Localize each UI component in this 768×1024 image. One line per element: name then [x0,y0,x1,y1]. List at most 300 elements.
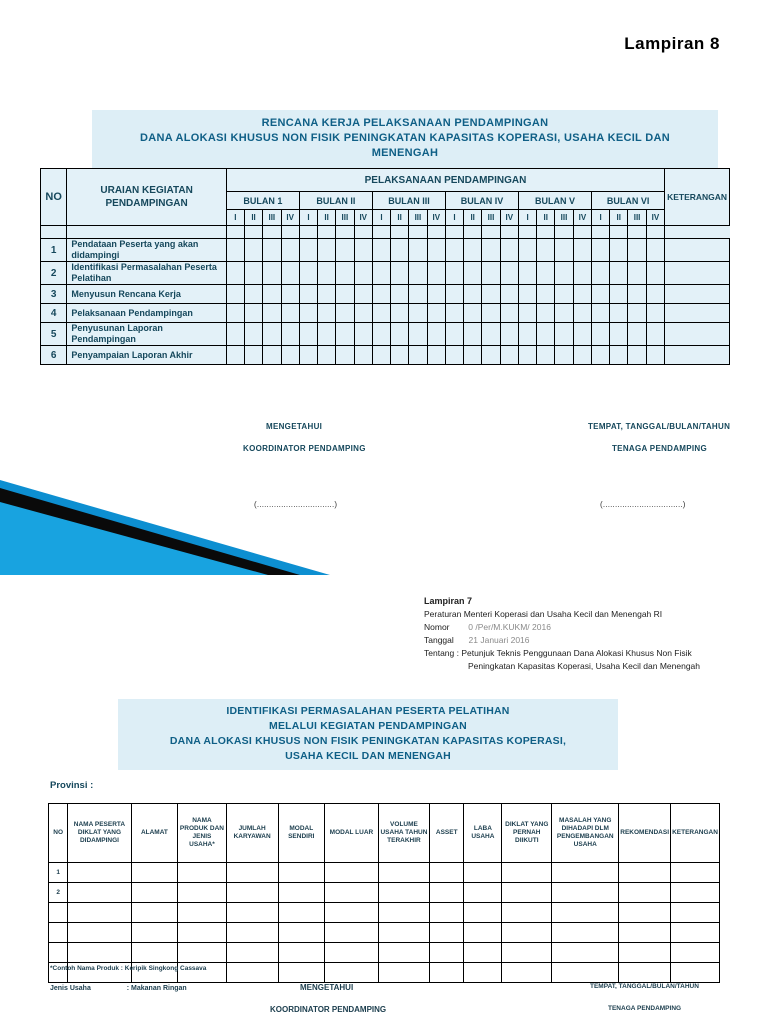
data-cell[interactable] [378,923,429,943]
slide2-title-line-3: DANA ALOKASI KHUSUS NON FISIK PENINGKATAN KAPASITAS KOPERASI, [169,735,567,747]
data-cell[interactable] [131,943,178,963]
grid-cell[interactable] [555,262,573,285]
data-cell[interactable] [378,863,429,883]
grid-cell[interactable] [573,304,591,323]
table-row [49,883,720,903]
row-no [49,903,68,923]
data-cell[interactable] [619,943,671,963]
data-cell[interactable] [464,943,502,963]
data-cell[interactable] [226,923,278,943]
grid-cell[interactable] [354,323,372,346]
grid-cell[interactable] [244,304,262,323]
week-cell: I [299,210,317,226]
grid-cell[interactable] [464,285,482,304]
grid-cell[interactable] [336,304,354,323]
data-cell[interactable] [178,883,226,903]
grid-cell[interactable] [573,346,591,365]
data-cell[interactable] [552,863,619,883]
grid-cell[interactable] [391,285,409,304]
grid-cell[interactable] [592,346,610,365]
data-cell[interactable] [552,943,619,963]
data-cell[interactable] [68,863,131,883]
grid-cell[interactable] [409,285,427,304]
grid-cell[interactable] [537,304,555,323]
grid-cell[interactable] [317,239,335,262]
data-cell[interactable] [68,883,131,903]
grid-cell[interactable] [354,285,372,304]
grid-cell[interactable] [226,285,244,304]
slide1-title-box [92,110,718,168]
month-5: BULAN V [519,192,592,210]
week-cell: II [610,210,628,226]
data-cell[interactable] [325,863,379,883]
data-cell[interactable] [619,903,671,923]
data-cell[interactable] [378,903,429,923]
data-cell[interactable] [378,883,429,903]
slide2-title-box [118,699,618,770]
row-label: Identifikasi Permasalahan Peserta Pelatihan [67,262,226,285]
data-cell[interactable] [178,903,226,923]
grid-cell[interactable] [500,346,518,365]
data-cell[interactable] [671,903,720,923]
grid-cell[interactable] [628,323,646,346]
data-cell[interactable] [68,903,131,923]
grid-cell[interactable] [573,239,591,262]
grid-cell[interactable] [299,262,317,285]
grid-cell[interactable] [482,346,500,365]
grid-cell[interactable] [610,323,628,346]
data-cell[interactable] [464,963,502,983]
week-cell: IV [500,210,518,226]
grid-cell[interactable] [244,285,262,304]
grid-cell[interactable] [500,323,518,346]
grid-cell[interactable] [646,323,664,346]
data-cell[interactable] [68,943,131,963]
grid-cell[interactable] [537,285,555,304]
grid-cell[interactable] [354,346,372,365]
week-cell: IV [646,210,664,226]
grid-cell[interactable] [555,239,573,262]
data-cell[interactable] [502,923,552,943]
grid-cell[interactable] [299,285,317,304]
data-cell[interactable] [226,903,278,923]
grid-cell[interactable] [372,304,390,323]
table-header-row-1 [41,169,730,192]
data-cell[interactable] [278,923,324,943]
data-cell[interactable] [178,943,226,963]
grid-cell[interactable] [628,239,646,262]
grid-cell[interactable] [226,262,244,285]
header-keterangan: KETERANGAN [665,169,730,226]
grid-cell[interactable] [427,239,445,262]
identifikasi-table [48,803,720,983]
grid-cell[interactable] [445,346,463,365]
grid-cell[interactable] [427,346,445,365]
grid-cell[interactable] [263,262,281,285]
week-cell: II [537,210,555,226]
keterangan-cell[interactable] [665,304,730,323]
grid-cell[interactable] [372,239,390,262]
week-cell: IV [354,210,372,226]
slide1-title-line-3: MENENGAH [371,147,439,159]
data-cell[interactable] [68,923,131,943]
data-cell[interactable] [430,963,464,983]
grid-cell[interactable] [281,239,299,262]
table-row [41,262,730,285]
grid-cell[interactable] [244,323,262,346]
grid-cell[interactable] [336,239,354,262]
data-cell[interactable] [226,963,278,983]
slide2-title-line-2: MELALUI KEGIATAN PENDAMPINGAN [269,720,467,732]
week-cell: I [226,210,244,226]
grid-cell[interactable] [226,323,244,346]
grid-cell[interactable] [336,262,354,285]
grid-cell[interactable] [628,346,646,365]
data-cell[interactable] [671,923,720,943]
week-cell: IV [573,210,591,226]
row-label: Penyampaian Laporan Akhir [67,346,226,365]
grid-cell[interactable] [555,323,573,346]
data-cell[interactable] [464,903,502,923]
week-cell: I [445,210,463,226]
grid-cell[interactable] [519,346,537,365]
grid-cell[interactable] [226,239,244,262]
data-cell[interactable] [430,943,464,963]
data-cell[interactable] [671,943,720,963]
data-cell[interactable] [502,903,552,923]
grid-cell[interactable] [628,285,646,304]
grid-cell[interactable] [317,285,335,304]
grid-cell[interactable] [263,239,281,262]
data-cell[interactable] [552,883,619,903]
grid-cell[interactable] [299,346,317,365]
data-cell[interactable] [430,863,464,883]
data-cell[interactable] [502,883,552,903]
data-cell[interactable] [502,963,552,983]
meta-nomor-value: 0 /Per/M.KUKM/ 2016 [468,622,551,632]
grid-cell[interactable] [299,239,317,262]
data-cell[interactable] [178,923,226,943]
data-cell[interactable] [226,883,278,903]
slide-identifikasi-permasalahan [0,575,768,1024]
grid-cell[interactable] [445,304,463,323]
week-cell: III [263,210,281,226]
tenaga-pendamping-label: TENAGA PENDAMPING [608,1005,682,1012]
data-cell[interactable] [552,923,619,943]
grid-cell[interactable] [592,239,610,262]
week-cell: III [482,210,500,226]
week-cell: I [519,210,537,226]
meta-tanggal-value: 21 Januari 2016 [468,635,530,645]
data-cell[interactable] [430,903,464,923]
data-cell[interactable] [671,963,720,983]
data-cell[interactable] [671,863,720,883]
grid-cell[interactable] [409,304,427,323]
row-no: 1 [49,863,68,883]
data-cell[interactable] [619,883,671,903]
data-cell[interactable] [378,963,429,983]
data-cell[interactable] [131,863,178,883]
data-cell[interactable] [619,923,671,943]
grid-cell[interactable] [464,323,482,346]
grid-cell[interactable] [299,323,317,346]
data-cell[interactable] [325,963,379,983]
grid-cell[interactable] [317,304,335,323]
grid-cell[interactable] [244,239,262,262]
grid-cell[interactable] [482,239,500,262]
koordinator-pendamping-label: KOORDINATOR PENDAMPING [243,444,366,453]
header-modal-luar: MODAL LUAR [325,804,379,863]
grid-cell[interactable] [646,262,664,285]
grid-cell[interactable] [464,346,482,365]
row-no: 4 [41,304,67,323]
grid-cell[interactable] [646,285,664,304]
month-2: BULAN II [299,192,372,210]
meta-tentang-line-1: Tentang : Petunjuk Teknis Penggunaan Dana Alokasi Khusus Non Fisik [424,648,692,658]
meta-tentang-line-2: Peningkatan Kapasitas Koperasi, Usaha Kecil dan Menengah [468,661,701,671]
week-cell: III [628,210,646,226]
month-1: BULAN 1 [226,192,299,210]
meta-nomor-row [424,621,700,634]
grid-cell[interactable] [336,323,354,346]
grid-cell[interactable] [409,239,427,262]
data-cell[interactable] [178,863,226,883]
lampiran-8-label: Lampiran 8 [624,34,720,53]
table-row [49,923,720,943]
grid-cell[interactable] [537,323,555,346]
grid-cell[interactable] [519,285,537,304]
grid-cell[interactable] [226,304,244,323]
grid-cell[interactable] [391,239,409,262]
grid-cell[interactable] [445,323,463,346]
grid-cell[interactable] [445,285,463,304]
row-no: 1 [41,239,67,262]
grid-cell[interactable] [500,262,518,285]
header-uraian: URAIAN KEGIATAN PENDAMPINGAN [67,169,226,226]
grid-cell[interactable] [281,304,299,323]
data-cell[interactable] [502,943,552,963]
week-cell: II [464,210,482,226]
grid-cell[interactable] [573,262,591,285]
data-cell[interactable] [325,943,379,963]
data-cell[interactable] [278,883,324,903]
grid-cell[interactable] [336,346,354,365]
document-meta-block [424,595,700,673]
slide1-title-line-1: RENCANA KERJA PELAKSANAAN PENDAMPINGAN [261,117,549,129]
grid-cell[interactable] [336,285,354,304]
rencana-kerja-table [40,168,730,365]
grid-cell[interactable] [500,304,518,323]
data-cell[interactable] [278,943,324,963]
grid-cell[interactable] [445,239,463,262]
grid-cell[interactable] [628,304,646,323]
grid-cell[interactable] [354,239,372,262]
data-cell[interactable] [131,883,178,903]
keterangan-cell[interactable] [665,346,730,365]
grid-cell[interactable] [427,304,445,323]
grid-cell[interactable] [445,262,463,285]
data-cell[interactable] [552,963,619,983]
grid-cell[interactable] [610,346,628,365]
contoh-produk-note: *Contoh Nama Produk : Keripik Singkong Cassava [50,965,207,972]
grid-cell[interactable] [555,285,573,304]
grid-cell[interactable] [299,304,317,323]
grid-cell[interactable] [226,346,244,365]
grid-cell[interactable] [427,323,445,346]
grid-cell[interactable] [646,346,664,365]
slide2-title-line-4: USAHA KECIL DAN MENENGAH [285,750,451,762]
data-cell[interactable] [325,903,379,923]
grid-cell[interactable] [592,285,610,304]
data-cell[interactable] [464,863,502,883]
grid-cell[interactable] [555,304,573,323]
grid-cell[interactable] [592,304,610,323]
provinsi-label: Provinsi : [50,780,94,791]
grid-cell[interactable] [391,304,409,323]
grid-cell[interactable] [354,262,372,285]
grid-cell[interactable] [500,285,518,304]
grid-cell[interactable] [537,262,555,285]
meta-nomor-label: Nomor [424,622,450,632]
row-no: 2 [41,262,67,285]
data-cell[interactable] [226,863,278,883]
grid-cell[interactable] [409,323,427,346]
grid-cell[interactable] [519,323,537,346]
data-cell[interactable] [325,883,379,903]
grid-cell[interactable] [244,346,262,365]
grid-cell[interactable] [464,262,482,285]
grid-cell[interactable] [409,262,427,285]
grid-cell[interactable] [281,285,299,304]
row-label: Pendataan Peserta yang akan didampingi [67,239,226,262]
grid-cell[interactable] [610,304,628,323]
row-no: 6 [41,346,67,365]
data-cell[interactable] [619,963,671,983]
header-masalah-usaha: MASALAH YANG DIHADAPI DLM PENGEMBANGAN USAHA [552,804,619,863]
data-cell[interactable] [502,863,552,883]
keterangan-cell[interactable] [665,323,730,346]
grid-cell[interactable] [573,285,591,304]
grid-cell[interactable] [482,323,500,346]
row-no: 5 [41,323,67,346]
row-label: Penyusunan Laporan Pendampingan [67,323,226,346]
grid-cell[interactable] [281,323,299,346]
header-jumlah-karyawan: JUMLAH KARYAWAN [226,804,278,863]
data-cell[interactable] [278,963,324,983]
grid-cell[interactable] [573,323,591,346]
month-6: BULAN VI [592,192,665,210]
grid-cell[interactable] [263,285,281,304]
data-cell[interactable] [131,923,178,943]
grid-cell[interactable] [317,262,335,285]
header-nama-peserta: NAMA PESERTA DIKLAT YANG DIDAMPINGI [68,804,131,863]
data-cell[interactable] [430,883,464,903]
grid-cell[interactable] [519,239,537,262]
meta-tanggal-row [424,634,700,647]
grid-cell[interactable] [482,285,500,304]
grid-cell[interactable] [464,239,482,262]
week-cell: I [592,210,610,226]
grid-cell[interactable] [244,262,262,285]
tempat-tanggal-label: TEMPAT, TANGGAL/BULAN/TAHUN [588,422,731,431]
keterangan-cell[interactable] [665,285,730,304]
koordinator-pendamping-label: KOORDINATOR PENDAMPING [270,1005,387,1014]
row-label: Pelaksanaan Pendampingan [67,304,226,323]
data-cell[interactable] [464,883,502,903]
grid-cell[interactable] [354,304,372,323]
grid-cell[interactable] [372,323,390,346]
grid-cell[interactable] [464,304,482,323]
grid-cell[interactable] [391,262,409,285]
grid-cell[interactable] [281,346,299,365]
grid-cell[interactable] [610,285,628,304]
grid-cell[interactable] [610,239,628,262]
data-cell[interactable] [278,863,324,883]
grid-cell[interactable] [263,304,281,323]
jenis-usaha-row [50,985,187,992]
grid-cell[interactable] [519,304,537,323]
keterangan-cell[interactable] [665,239,730,262]
data-cell[interactable] [226,943,278,963]
grid-cell[interactable] [537,239,555,262]
grid-cell[interactable] [592,262,610,285]
grid-cell[interactable] [281,262,299,285]
data-cell[interactable] [325,923,379,943]
grid-cell[interactable] [391,346,409,365]
grid-cell[interactable] [391,323,409,346]
grid-cell[interactable] [427,262,445,285]
grid-cell[interactable] [537,346,555,365]
data-cell[interactable] [278,903,324,923]
grid-cell[interactable] [409,346,427,365]
keterangan-cell[interactable] [665,262,730,285]
grid-cell[interactable] [263,346,281,365]
header-asset: ASSET [430,804,464,863]
data-cell[interactable] [619,863,671,883]
grid-cell[interactable] [427,285,445,304]
grid-cell[interactable] [482,304,500,323]
grid-cell[interactable] [263,323,281,346]
grid-cell[interactable] [628,262,646,285]
data-cell[interactable] [552,903,619,923]
grid-cell[interactable] [500,239,518,262]
mengetahui-label: MENGETAHUI [266,422,323,431]
grid-cell[interactable] [610,262,628,285]
grid-cell[interactable] [372,285,390,304]
data-cell[interactable] [671,883,720,903]
grid-cell[interactable] [592,323,610,346]
table-spacer-row [41,226,730,239]
grid-cell[interactable] [317,346,335,365]
table-row [49,903,720,923]
data-cell[interactable] [378,943,429,963]
data-cell[interactable] [464,923,502,943]
grid-cell[interactable] [482,262,500,285]
week-cell: II [244,210,262,226]
grid-cell[interactable] [372,262,390,285]
grid-cell[interactable] [646,239,664,262]
header-keterangan: KETERANGAN [671,804,720,863]
grid-cell[interactable] [317,323,335,346]
jenis-usaha-value: : Makanan Ringan [126,985,187,992]
data-cell[interactable] [430,923,464,943]
data-cell[interactable] [131,903,178,923]
grid-cell[interactable] [372,346,390,365]
grid-cell[interactable] [555,346,573,365]
grid-cell[interactable] [646,304,664,323]
grid-cell[interactable] [519,262,537,285]
meta-tanggal-label: Tanggal [424,635,454,645]
